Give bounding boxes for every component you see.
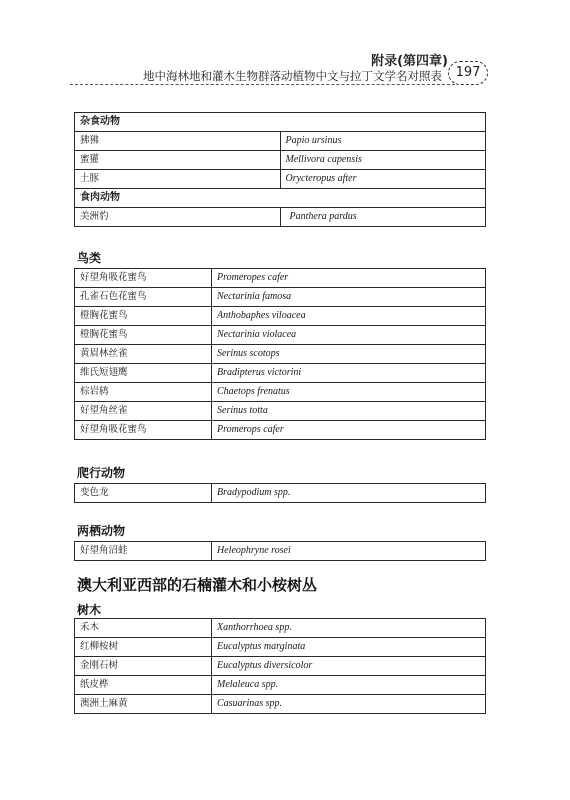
latin-name: Bradipterus victorini — [212, 364, 486, 383]
latin-name: Nectarinia famosa — [212, 288, 486, 307]
chinese-name: 好望角丝雀 — [75, 402, 212, 421]
region-heading: 澳大利亚西部的石楠灌木和小桉树丛 — [77, 576, 318, 594]
chinese-name: 黄眉林丝雀 — [75, 345, 212, 364]
chinese-name: 好望角吸花蜜鸟 — [75, 269, 212, 288]
latin-name: Nectarinia violacea — [212, 326, 486, 345]
table-row — [75, 383, 486, 402]
chapter-label: 附录(第四章) — [371, 54, 448, 69]
chinese-name: 禾木 — [75, 619, 212, 638]
table-row — [75, 402, 486, 421]
table-row — [75, 170, 486, 189]
amphibians-heading: 两栖动物 — [77, 524, 126, 538]
mammals-table — [74, 112, 486, 227]
table-row — [75, 638, 486, 657]
table-row — [75, 326, 486, 345]
trees-heading: 树木 — [77, 603, 102, 617]
chinese-name: 维氏短翅鹰 — [75, 364, 212, 383]
latin-name: Papio ursinus — [280, 132, 486, 151]
latin-name: Melaleuca spp. — [212, 676, 486, 695]
running-title: 地中海林地和灌木生物群落动植物中文与拉丁文学名对照表 — [143, 69, 442, 83]
latin-name: Casuarinas spp. — [212, 695, 486, 714]
table-row — [75, 695, 486, 714]
chinese-name: 狒狒 — [75, 132, 281, 151]
table-row — [75, 288, 486, 307]
table-row — [75, 542, 486, 561]
latin-name: Eucalyptus marginata — [212, 638, 486, 657]
chinese-name: 蜜獾 — [75, 151, 281, 170]
chinese-name: 橙胸花蜜鸟 — [75, 307, 212, 326]
latin-name: Panthera pardus — [280, 208, 486, 227]
table-row — [75, 307, 486, 326]
latin-name: Eucalyptus diversicolor — [212, 657, 486, 676]
reptiles-table — [74, 483, 486, 503]
table-row — [75, 132, 486, 151]
chinese-name: 纸皮桦 — [75, 676, 212, 695]
amphibians-table — [74, 541, 486, 561]
latin-name: Promerops cafer — [212, 421, 486, 440]
chinese-name: 红柳桉树 — [75, 638, 212, 657]
table-row — [75, 421, 486, 440]
latin-name: Anthobaphes viloacea — [212, 307, 486, 326]
group-label: 食肉动物 — [75, 189, 486, 208]
latin-name: Promeropes cafer — [212, 269, 486, 288]
birds-heading: 鸟类 — [77, 251, 102, 265]
chinese-name: 棕岩鸫 — [75, 383, 212, 402]
table-row — [75, 484, 486, 503]
latin-name: Bradypodium spp. — [212, 484, 486, 503]
chinese-name: 土豚 — [75, 170, 281, 189]
chinese-name: 金刚石树 — [75, 657, 212, 676]
page-number: 197 — [448, 61, 488, 85]
chinese-name: 好望角吸花蜜鸟 — [75, 421, 212, 440]
group-row — [75, 189, 486, 208]
latin-name: Xanthorrhoea spp. — [212, 619, 486, 638]
latin-name: Serinus scotops — [212, 345, 486, 364]
chinese-name: 澳洲土麻黄 — [75, 695, 212, 714]
latin-name: Mellivora capensis — [280, 151, 486, 170]
table-row — [75, 269, 486, 288]
latin-name: Serinus totta — [212, 402, 486, 421]
table-row — [75, 364, 486, 383]
table-row — [75, 657, 486, 676]
table-row — [75, 208, 486, 227]
latin-name: Chaetops frenatus — [212, 383, 486, 402]
header-divider — [70, 84, 455, 85]
chinese-name: 变色龙 — [75, 484, 212, 503]
latin-name: Orycteropus after — [280, 170, 486, 189]
table-row — [75, 345, 486, 364]
table-row — [75, 676, 486, 695]
latin-name: Heleophryne rosei — [212, 542, 486, 561]
chinese-name: 孔雀石色花蜜鸟 — [75, 288, 212, 307]
table-row — [75, 151, 486, 170]
table-row — [75, 619, 486, 638]
chinese-name: 好望角沼蛙 — [75, 542, 212, 561]
birds-table — [74, 268, 486, 440]
reptiles-heading: 爬行动物 — [77, 466, 126, 480]
group-label: 杂食动物 — [75, 113, 486, 132]
chinese-name: 橙胸花蜜鸟 — [75, 326, 212, 345]
trees-table — [74, 618, 486, 714]
chinese-name: 美洲豹 — [75, 208, 281, 227]
group-row — [75, 113, 486, 132]
